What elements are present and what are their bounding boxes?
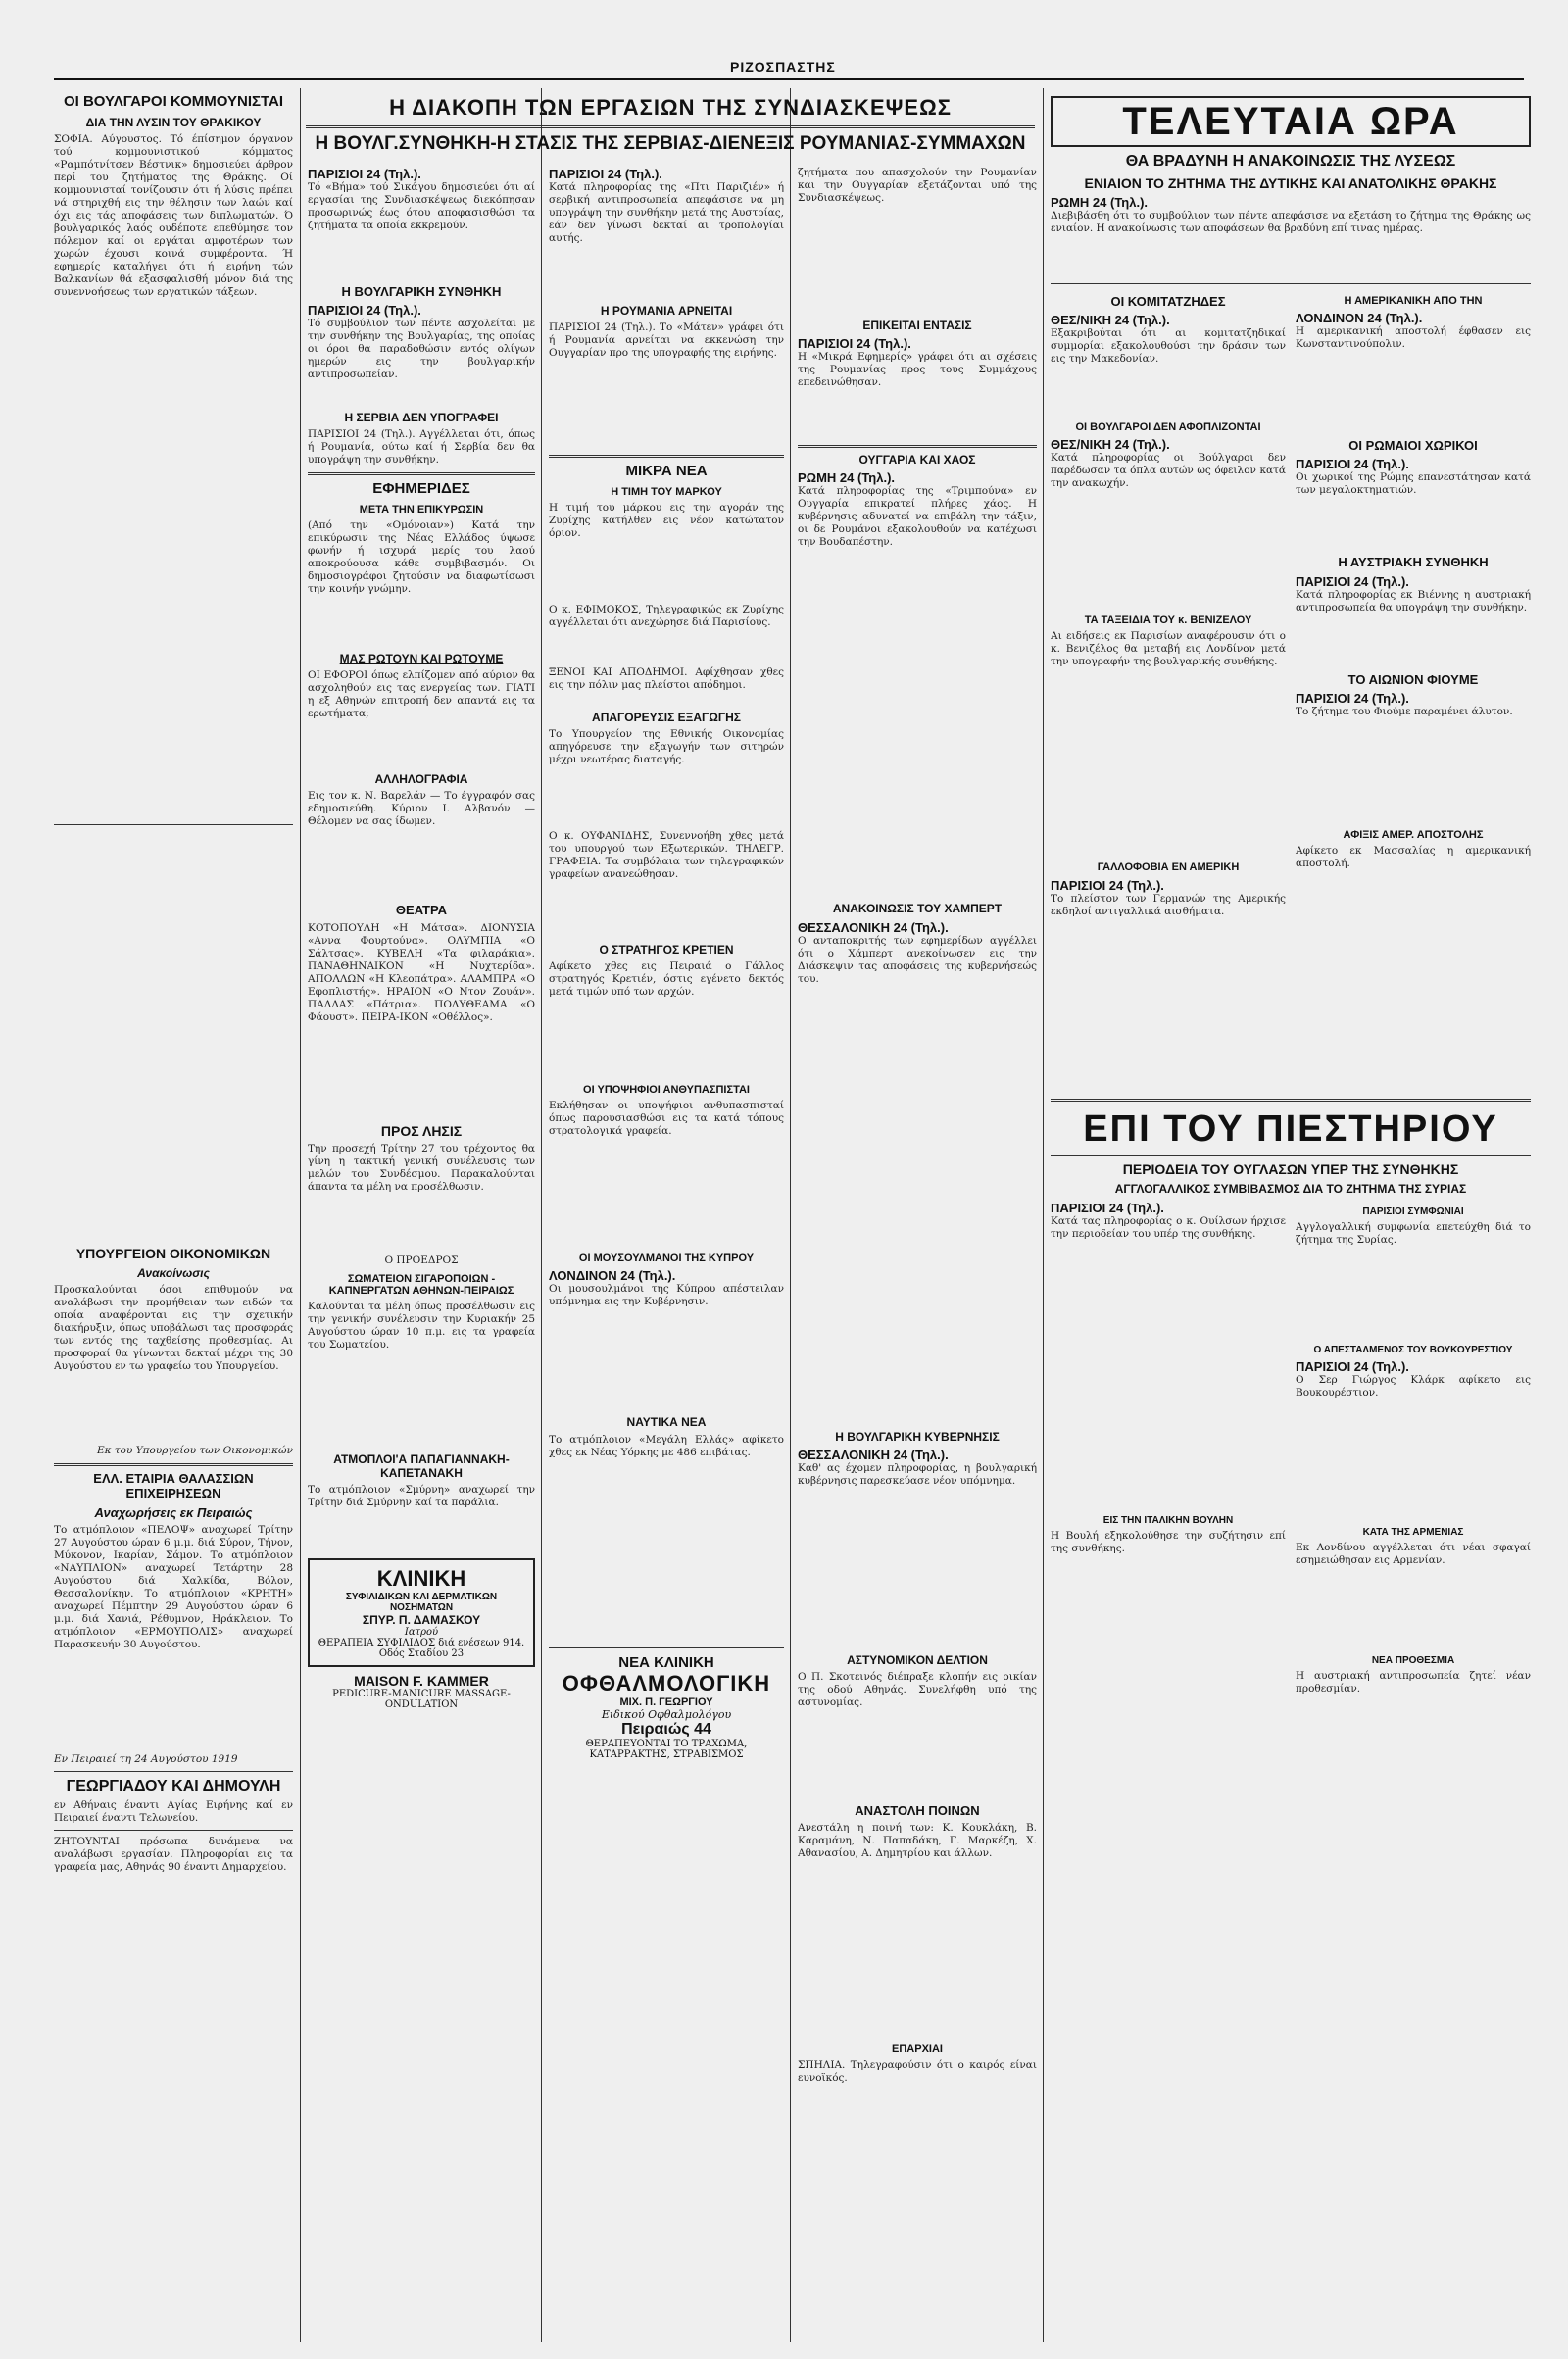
divider <box>54 1830 293 1831</box>
divider <box>1051 1099 1531 1102</box>
headline: ΑΠΑΓΟΡΕΥΣΙΣ ΕΞΑΓΩΓΗΣ <box>592 710 741 724</box>
headline: ΝΕΑ ΠΡΟΘΕΣΜΙΑ <box>1371 1654 1455 1666</box>
divider <box>54 1463 293 1466</box>
late-news-columns <box>1051 289 1531 1093</box>
advertisement <box>308 1558 535 1667</box>
article-text: Η «Μικρά Εφημερίς» γράφει ότι αι σχέσεις της Ρουμανίας προς τους Συμμάχους επεδεινώθησαν. <box>798 351 1037 389</box>
divider <box>308 472 535 475</box>
article-text: Τό «Βήμα» τού Σικάγου δημοσιεύει ότι αί εργασίαι της Συνδιασκέψεως διεκόπησαν προσωρινώς έως ότου αποφασισθώσι τα ζητήματα τα οποία εκκρεμούν. <box>308 181 535 231</box>
headline: ΤΑ ΤΑΞΕΙΔΙΑ ΤΟΥ κ. ΒΕΝΙΖΕΛΟΥ <box>1084 614 1252 627</box>
article-text: Το ατμόπλοιον «Μεγάλη Ελλάς» αφίκετο χθες εκ Νέας Υόρκης με 486 επιβάτας. <box>549 1433 784 1458</box>
subheadline: Η ΤΙΜΗ ΤΟΥ ΜΑΡΚΟΥ <box>611 485 722 498</box>
article-text: Το ατμόπλοιον «ΠΕΛΟΨ» αναχωρεί Τρίτην 27 Αυγούστου ώραν 6 μ.μ. διά Σύρον, Τήνον, Μύκονον, Ικαρίαν, Σάμον. Το ατμόπλοιον «ΝΑΥΠΛΙΟΝ» αναχωρεί Τετάρτην 28 Αυγούστου διά Χαλκίδα, Βόλον, Θεσσαλονίκην. Το ατμόπλοιον «ΚΡΗΤΗ» αναχωρεί Πέμπτην 29 Αυγούστου ώραν 6 μ.μ. διά Χανιά, Ρέθυμνον, Ηράκλειον. Το ατμόπλοιον «ΕΡΜΟΥΠΟΛΙΣ» αναχωρεί Παρασκευήν 30 Αυγούστου. <box>54 1524 293 1651</box>
headline: ΟΙ ΒΟΥΛΓΑΡΟΙ ΚΟΜΜΟΥΝΙΣΤΑΙ <box>63 93 284 110</box>
headline: Η ΒΟΥΛΓΑΡΙΚΗ ΣΥΝΘΗΚΗ <box>341 284 502 299</box>
dateline: ΠΑΡΙΣΙΟΙ 24 (Τηλ.). <box>798 336 911 352</box>
masthead <box>54 61 1524 80</box>
headline: ΟΙ ΡΩΜΑΙΟΙ ΧΩΡΙΚΟΙ <box>1348 438 1478 454</box>
headline: Η ΡΟΥΜΑΝΙΑ ΑΡΝΕΙΤΑΙ <box>600 304 733 318</box>
article-text: Ο κ. ΟΥΦΑΝΙΔΗΣ, Συνεννοήθη χθες μετά του υπουργού των Εξωτερικών. ΤΗΛΕΓΡ. ΓΡΑΦΕΙΑ. Τα συμβόλαια των τηλεγραφικών γραφείων ανανεώθησαν. <box>549 829 784 880</box>
subcolumn-right <box>1296 1201 1531 1926</box>
subheadline: ΜΕΤΑ ΤΗΝ ΕΠΙΚΥΡΩΣΙΝ <box>359 503 484 516</box>
headline: ΟΙ ΥΠΟΨΗΦΙΟΙ ΑΝΘΥΠΑΣΠΙΣΤΑΙ <box>583 1084 750 1097</box>
article-text: Εξακριβούται ότι αι κομιτατζηδικαί συμμορίαι εξακολουθούσι την δράσιν των εις την Μακεδονίαν. <box>1051 327 1286 366</box>
article-text: Το ατμόπλοιον «Σμύρνη» αναχωρεί την Τρίτην διά Σμύρνην καί τα παράλια. <box>308 1483 535 1508</box>
subheadline: Ανακοίνωσις <box>137 1266 210 1281</box>
column-3 <box>549 167 784 1760</box>
subheadline: ΑΓΓΛΟΓΑΛΛΙΚΟΣ ΣΥΜΒΙΒΑΣΜΟΣ ΔΙΑ ΤΟ ΖΗΤΗΜΑ ΤΗΣ ΣΥΡΙΑΣ <box>1114 1182 1467 1197</box>
headline: ΤΟ ΑΙΩΝΙΟΝ ΦΙΟΥΜΕ <box>1348 671 1479 687</box>
article-text: ζητήματα που απασχολούν την Ρουμανίαν και την Ουγγαρίαν εξετάζονται υπό της Συνδιασκέψεως. <box>798 167 1037 204</box>
ad-title: ΝΕΑ ΚΛΙΝΙΚΗ <box>618 1653 714 1671</box>
subheadline: ΠΕΡΙΟΔΕΙΑ ΤΟΥ ΟΥΓΛΑΣΩΝ ΥΠΕΡ ΤΗΣ ΣΥΝΘΗΚΗΣ <box>1122 1160 1459 1177</box>
paper-name: ΡΙΖΟΣΠΑΣΤΗΣ <box>720 59 846 74</box>
front-banner <box>306 90 1035 159</box>
ad-role: Ειδικού Οφθαλμολόγου <box>601 1707 732 1721</box>
dateline: ΠΑΡΙΣΙΟΙ 24 (Τηλ.). <box>549 167 662 181</box>
article-text: Κατά πληροφορίας της «Τριμπούνα» εν Ουγγαρία επικρατεί πλήρες χάος. Η κυβέρνησις αδυνατεί να επιβάλη την τάξιν, οι δε Ρουμάνοι εξακολουθούν να κατέχωσι την Βουδαπέστην. <box>798 485 1037 549</box>
dateline: ΠΑΡΙΣΙΟΙ 24 (Τηλ.). <box>308 167 421 181</box>
dateline: ΘΕΣΣΑΛΟΝΙΚΗ 24 (Τηλ.). <box>798 1447 949 1462</box>
divider <box>1051 283 1531 284</box>
article-text: Το ζήτημα του Φιούμε παραμένει άλυτον. <box>1296 705 1513 717</box>
dateline: ΠΑΡΙΣΙΟΙ 24 (Τηλ.). <box>1296 457 1409 472</box>
dateline: ΠΑΡΙΣΙΟΙ 24 (Τηλ.). <box>1296 690 1409 706</box>
article-text: Αγγλογαλλική συμφωνία επετεύχθη διά το ζήτημα της Συρίας. <box>1296 1220 1531 1246</box>
headline: ΕΙΣ ΤΗΝ ΙΤΑΛΙΚΗΝ ΒΟΥΛΗΝ <box>1102 1514 1234 1526</box>
signature: Ο ΠΡΟΕΔΡΟΣ <box>384 1254 459 1267</box>
column-rule <box>541 88 542 2342</box>
dateline: ΠΑΡΙΣΙΟΙ 24 (Τηλ.). <box>1051 1200 1164 1215</box>
column-1 <box>54 88 293 1878</box>
column-rule <box>300 88 301 2342</box>
dateline: ΡΩΜΗ 24 (Τηλ.). <box>1051 194 1149 210</box>
article-text: ΚΟΤΟΠΟΥΛΗ «Η Μάτσα». ΔΙΟΝΥΣΙΑ «Αννα Φουρτούνα». ΟΛΥΜΠΙΑ «Ο Σάλτσας». ΚΥΒΕΛΗ «Τα φιλαράκια». ΠΑΝΑΘΗΝΑΙΚΟΝ «Η Νυχτερίδα». ΑΠΟΛΛΩΝ «Η Κλεοπάτρα». ΑΛΑΜΠΡΑ «Ο Εφοπλιστής». ΗΡΑΙΟΝ «Ο Ντον Ζουάν». ΠΑΛΛΑΣ «Πάτρια». ΠΟΛΥΘΕΑΜΑ «Ο Φάουστ». ΠΕΙΡΑ-ΙΚΟΝ «Οθέλλος». <box>308 921 535 1023</box>
headline: ΥΠΟΥΡΓΕΙΟΝ ΟΙΚΟΝΟΜΙΚΩΝ <box>75 1245 271 1261</box>
divider <box>549 455 784 458</box>
divider <box>1051 1155 1531 1156</box>
signature: Εν Πειραιεί τη 24 Αυγούστου 1919 <box>54 1753 238 1766</box>
divider <box>306 125 1035 128</box>
divider <box>549 1646 784 1648</box>
article-text: Αι ειδήσεις εκ Παρισίων αναφέρουσιν ότι ο κ. Βενιζέλος θα μεταβή εις Λονδίνον μετά την υπογραφήν της βουλγαρικής συνθήκης. <box>1051 630 1286 668</box>
article-text: Καλούνται τα μέλη όπως προσέλθωσιν εις την γενικήν συνέλευσιν την Κυριακήν 25 Αυγούστου ώραν 10 π.μ. εις τα γραφεία του Σωματείου. <box>308 1301 535 1352</box>
divider <box>54 824 293 825</box>
headline: ΚΑΤΑ ΤΗΣ ΑΡΜΕΝΙΑΣ <box>1362 1526 1464 1538</box>
article-text: Εκ Λονδίνου αγγέλλεται ότι νέαι σφαγαί εσημειώθησαν εις Αρμενίαν. <box>1296 1541 1531 1566</box>
article-text: Εκλήθησαν οι υποψήφιοι ανθυπασπισταί όπως παρουσιασθώσι εις τα κατά τόπους στρατολογικά γραφεία. <box>549 1100 784 1138</box>
article-text: Οι μουσουλμάνοι της Κύπρου απέστειλαν υπόμνημα εις την Κυβέρνησιν. <box>549 1283 784 1308</box>
banner-subtitle: Η ΒΟΥΛΓ.ΣΥΝΘΗΚΗ-Η ΣΤΑΣΙΣ ΤΗΣ ΣΕΡΒΙΑΣ-ΔΙΕΝΕΞΙΣ ΡΟΥΜΑΝΙΑΣ-ΣΥΜΜΑΧΩΝ <box>315 133 1026 155</box>
headline: ΕΛΛ. ΕΤΑΙΡΙΑ ΘΑΛΑΣΣΙΩΝ ΕΠΙΧΕΙΡΗΣΕΩΝ <box>93 1471 254 1500</box>
column-4 <box>798 167 1037 2089</box>
article-text: Ανεστάλη η ποινή των: Κ. Κουκλάκη, Β. Καραμάνη, Ν. Παπαδάκη, Γ. Μαρκέζη, Χ. Αθανασίου, Α. Δημητρίου και άλλων. <box>798 1822 1037 1860</box>
headline: ΑΤΜΟΠΛΟΙ'Α ΠΑΠΑΓΙΑΝΝΑΚΗ-ΚΑΠΕΤΑΝΑΚΗ <box>333 1452 510 1480</box>
headline: ΕΦΗΜΕΡΙΔΕΣ <box>372 480 470 498</box>
subheadline: Αναχωρήσεις εκ Πειραιώς <box>94 1504 253 1520</box>
article-text: ΖΗΤΟΥΝΤΑΙ πρόσωπα δυνάμενα να αναλάβωσι εργασίαν. Πληροφορίαι εις τα γραφεία μας, Αθηνάς 90 έναντι Δημαρχείου. <box>54 1835 293 1873</box>
column-rule <box>790 88 791 2342</box>
article-text: ΣΠΗΛΙΑ. Τηλεγραφούσιν ότι ο καιρός είναι ευνοϊκός. <box>798 2059 1037 2085</box>
headline: ΜΑΣ ΡΩΤΟΥΝ ΚΑΙ ΡΩΤΟΥΜΕ <box>339 652 504 666</box>
banner-title: Η ΔΙΑΚΟΠΗ ΤΩΝ ΕΡΓΑΣΙΩΝ ΤΗΣ ΣΥΝΔΙΑΣΚΕΨΕΩΣ <box>389 95 952 120</box>
dateline: ΠΑΡΙΣΙΟΙ 24 (Τηλ.). <box>1296 573 1409 589</box>
subheadline: ΔΙΑ ΤΗΝ ΛΥΣΙΝ ΤΟΥ ΘΡΑΚΙΚΟΥ <box>85 115 262 129</box>
headline: ΑΝΑΣΤΟΛΗ ΠΟΙΝΩΝ <box>855 1802 980 1818</box>
headline: ΣΩΜΑΤΕΙΟΝ ΣΙΓΑΡΟΠΟΙΩΝ - ΚΑΠΝΕΡΓΑΤΩΝ ΑΘΗΝΩΝ-ΠΕΙΡΑΙΩΣ <box>328 1273 514 1298</box>
ad-title: ΚΛΙΝΙΚΗ <box>376 1565 466 1591</box>
dateline: ΠΑΡΙΣΙΟΙ 24 (Τηλ.). <box>1051 877 1164 893</box>
article-text: Το πλείστον των Γερμανών της Αμερικής εκδηλοί αντιγαλλικά αισθήματα. <box>1051 892 1286 917</box>
ad-subtitle: ΣΥΦΙΛΙΔΙΚΩΝ ΚΑΙ ΔΕΡΜΑΤΙΚΩΝ ΝΟΣΗΜΑΤΩΝ <box>345 1591 498 1613</box>
dateline: ΘΕΣ/ΝΙΚΗ 24 (Τηλ.). <box>1051 313 1170 328</box>
article-text: Η αυστριακή αντιπροσωπεία ζητεί νέαν προθεσμίαν. <box>1296 1669 1531 1695</box>
signature: Εκ του Υπουργείου των Οικονομικών <box>96 1445 293 1457</box>
advertisement <box>308 1673 535 1710</box>
headline: ΘΕΑΤΡΑ <box>395 903 448 918</box>
headline: ΑΦΙΞΙΣ ΑΜΕΡ. ΑΠΟΣΤΟΛΗΣ <box>1343 828 1484 841</box>
article-text: Ο Π. Σκοτεινός διέπραξε κλοπήν εις οικίαν της οδού Αθηνάς. Συνελήφθη υπό της αστυνομίας. <box>798 1670 1037 1708</box>
banner-title: ΤΕΛΕΥΤΑΙΑ ΩΡΑ <box>1122 100 1459 143</box>
ad-title-main: ΟΦΘΑΛΜΟΛΟΓΙΚΗ <box>562 1670 771 1696</box>
headline: ΜΙΚΡΑ ΝΕΑ <box>625 463 708 480</box>
column-rule <box>1043 88 1044 2342</box>
ad-text: ΘΕΡΑΠΕΥΟΝΤΑΙ ΤΟ ΤΡΑΧΩΜΑ, ΚΑΤΑΡΡΑΚΤΗΣ, ΣΤΡΑΒΙΣΜΟΣ <box>585 1738 748 1760</box>
article-text: Προσκαλούνται όσοι επιθυμούν να αναλάβωσι την προμήθειαν των ειδών τα οποία αναφέρονται εις την σχετικήν διακήρυξιν, όπως υποβάλωσι τας προσφοράς των εντός της ταχθείσης προθεσμίας. Αι προσφοραί θα γίνωνται δεκταί μέχρι της 30 Αυγούστου εν τω γραφείω του Υπουργείου. <box>54 1284 293 1373</box>
headline: ΓΕΩΡΓΙΑΔΟΥ ΚΑΙ ΔΗΜΟΥΛΗ <box>66 1778 281 1795</box>
article-text: Οι χωρικοί της Ρώμης επανεστάτησαν κατά των μεγαλοκτηματιών. <box>1296 471 1531 497</box>
article-text: Τό συμβούλιον των πέντε ασχολείται με την συνθήκην της Βουλγαρίας, της οποίας οι όροι θα παραδοθώσιν εντός ολίγων ημερών εις την βουλγαρικήν αντιπροσωπείαν. <box>308 318 535 381</box>
press-columns <box>1051 1201 1531 1926</box>
article-text: Εις τον κ. Ν. Βαρελάν — Το έγγραφόν σας εδημοσιεύθη. Κύριον Ι. Αλβανόν — Θέλομεν να σας ίδωμεν. <box>308 790 535 828</box>
divider <box>54 1771 293 1772</box>
advertisement <box>549 1654 784 1760</box>
article-text: ΟΙ ΕΦΟΡΟΙ όπως ελπίζομεν από αύριον θα ασχοληθούν εις τας ενεργείας των. ΓΙΑΤΙ η εξ Αθηνών επιτροπή δεν απαντά εις τα ερωτήματα; <box>308 669 535 720</box>
subheadline: ΘΑ ΒΡΑΔΥΝΗ Η ΑΝΑΚΟΙΝΩΣΙΣ ΤΗΣ ΛΥΣΕΩΣ <box>1125 153 1456 170</box>
subcolumn-right <box>1296 289 1531 1093</box>
ad-subtitle: PEDICURE-MANICURE MASSAGE-ONDULATION <box>332 1688 511 1710</box>
article-text: Αφίκετο χθες εις Πειραιά ο Γάλλος στρατηγός Κρετιέν, όστις εγένετο δεκτός μετά τιμών υπό των αρχών. <box>549 960 784 999</box>
article-text: Κατά τας πληροφορίας ο κ. Ουίλσων ήρχισε την περιοδείαν του υπέρ της συνθήκης. <box>1051 1214 1286 1240</box>
article-text: Ο ανταποκριτής των εφημερίδων αγγέλλει ότι ο Χάμπερτ ανεκοίνωσεν εις την Διάσκεψιν τας αποφάσεις της κυβερνήσεώς του. <box>798 934 1037 985</box>
headline: ΠΡΟΣ ΛΗΣΙΣ <box>380 1122 463 1139</box>
ad-name: ΣΠΥΡ. Π. ΔΑΜΑΣΚΟΥ <box>362 1612 481 1627</box>
article-text: Την προσεχή Τρίτην 27 του τρέχοντος θα γίνη η τακτική γενική συνέλευσις των μελών του Συνδέσμου. Παρακαλούνται άπαντα τα μέλη να προσέλθωσιν. <box>308 1143 535 1194</box>
headline: Ο ΑΠΕΣΤΑΛΜΕΝΟΣ ΤΟΥ ΒΟΥΚΟΥΡΕΣΤΙΟΥ <box>1313 1344 1513 1355</box>
column-5 <box>1051 90 1531 1926</box>
headline: Η ΑΥΣΤΡΙΑΚΗ ΣΥΝΘΗΚΗ <box>1338 555 1489 570</box>
dateline: ΡΩΜΗ 24 (Τηλ.). <box>798 470 896 486</box>
divider <box>798 445 1037 448</box>
headline: ΠΑΡΙΣΙΟΙ ΣΥΜΦΩΝΙΑΙ <box>1362 1205 1464 1217</box>
subcolumn-left <box>1051 1201 1286 1926</box>
headline: ΝΑΥΤΙΚΑ ΝΕΑ <box>626 1415 707 1430</box>
headline: Η ΣΕΡΒΙΑ ΔΕΝ ΥΠΟΓΡΑΦΕΙ <box>344 411 499 425</box>
ad-text: ΘΕΡΑΠΕΙΑ ΣΥΦΙΛΙΔΟΣ διά ενέσεων 914. Οδός Σταδίου 23 <box>318 1637 525 1659</box>
headline: ΕΠΑΡΧΙΑΙ <box>892 2043 943 2056</box>
article-text: Κατά πληροφορίας της «Πτι Παριζιέν» ή σερβική αντιπροσωπεία απεφάσισε να μη υπογράψη την συνθήκην μετά της Αυστρίας, εάν δεν γίνωσι δεκταί αι τροπολογίαι αυτής. <box>549 181 784 244</box>
headline: Ο ΣΤΡΑΤΗΓΟΣ ΚΡΕΤΙΕΝ <box>599 942 734 957</box>
article-text: εν Αθήναις έναντι Αγίας Ειρήνης καί εν Πειραιεί έναντι Τελωνείου. <box>54 1798 293 1824</box>
headline: ΕΠΙΚΕΙΤΑΙ ΕΝΤΑΣΙΣ <box>862 319 972 332</box>
headline: ΟΥΓΓΑΡΙΑ ΚΑΙ ΧΑΟΣ <box>858 453 976 467</box>
article-text: Η αμερικανική αποστολή έφθασεν εις Κωνσταντινούπολιν. <box>1296 325 1531 351</box>
article-text: Το Υπουργείον της Εθνικής Οικονομίας απηγόρευσε την εξαγωγήν των σιτηρών μέχρι νεωτέρας διαταγής. <box>549 727 784 765</box>
ad-name: ΜΙΧ. Π. ΓΕΩΡΓΙΟΥ <box>619 1696 713 1708</box>
dateline: ΘΕΣΣΑΛΟΝΙΚΗ 24 (Τηλ.). <box>798 919 949 935</box>
headline: ΟΙ ΒΟΥΛΓΑΡΟΙ ΔΕΝ ΑΦΟΠΛΙΖΟΝΤΑΙ <box>1075 421 1261 434</box>
headline: Η ΒΟΥΛΓΑΡΙΚΗ ΚΥΒΕΡΝΗΣΙΣ <box>835 1429 1000 1444</box>
article-text: Διεβιβάσθη ότι το συμβούλιον των πέντε απεφάσισε να εξετάση το ζήτημα της Θράκης ως ενιαίον. Η ανακοίνωσις των αποφάσεων θα βραδύνη επί τινας ημέρας. <box>1051 209 1531 234</box>
subcolumn-left <box>1051 289 1286 1093</box>
headline: ΓΑΛΛΟΦΟΒΙΑ ΕΝ ΑΜΕΡΙΚΗ <box>1097 861 1240 874</box>
subheadline: ΕΝΙΑΙΟΝ ΤΟ ΖΗΤΗΜΑ ΤΗΣ ΔΥΤΙΚΗΣ ΚΑΙ ΑΝΑΤΟΛΙΚΗΣ ΘΡΑΚΗΣ <box>1084 174 1497 191</box>
column-2 <box>308 167 535 1710</box>
dateline: ΠΑΡΙΣΙΟΙ 24 (Τηλ.). <box>308 303 421 319</box>
dateline: ΠΑΡΙΣΙΟΙ 24 (Τηλ.). <box>1296 1358 1409 1374</box>
article-text: Κατά πληροφορίας οι Βούλγαροι δεν παρέδωσαν τα όπλα αυτών ως όφειλον κατά την ανακωχήν. <box>1051 452 1286 490</box>
article-text: Ο κ. ΕΦΙΜΟΚΟΣ, Τηλεγραφικώς εκ Ζυρίχης αγγέλλεται ότι ανεχώρησε διά Παρισίους. <box>549 603 784 628</box>
headline: ΑΛΛΗΛΟΓΡΑΦΙΑ <box>374 772 468 787</box>
article-text: ΣΟΦΙΑ. Αύγουστος. Τό έπίσημον όργανον τού κομμουνιστικού κόμματος «Ραμπότνίτσεν Βέστνικ» δημοσιεύει άρθρον περί του ζητήματος της Θράκης. Οί κομμουνισταί τονίζουσιν ότι ή λύσις πρέπει νά στηριχθή εις την θέλησιν των λαών καί όχι εις τάς αποφάσεις των διπλωματών. Ό βουλγαρικός λαός ουδέποτε επεθύμησε τον πόλεμον καί οι εργάται αμφοτέρων των χωρών έχουσι κοινά συμφέροντα. Ή εφημερίς καταλήγει ότι ή ειρήνη τών Βαλκανίων θά εξασφαλισθή μόνον διά της συνεννοήσεως των εργατικών τάξεων. <box>54 132 293 298</box>
headline: ΑΝΑΚΟΙΝΩΣΙΣ ΤΟΥ ΧΑΜΠΕΡΤ <box>832 902 1003 916</box>
ad-address: Πειραιώς 44 <box>621 1720 711 1738</box>
ad-role: Ιατρού <box>404 1626 439 1638</box>
article-text: Η Βουλή εξηκολούθησε την συζήτησιν επί της συνθήκης. <box>1051 1529 1286 1554</box>
article-text: Η τιμή του μάρκου εις την αγοράν της Ζυρίχης κατήλθεν εις νέον κατώτατον όριον. <box>549 501 784 539</box>
headline: ΟΙ ΜΟΥΣΟΥΛΜΑΝΟΙ ΤΗΣ ΚΥΠΡΟΥ <box>578 1253 755 1265</box>
late-news-banner <box>1051 96 1531 147</box>
article-text: ΠΑΡΙΣΙΟΙ 24 (Τηλ.). Το «Μάτεν» γράφει ότι ή Ρουμανία αρνείται να εκκενώση την Ουγγαρίαν προ της υπογραφής της ειρήνης. <box>549 321 784 360</box>
article-text: Κατά πληροφορίας εκ Βιέννης η αυστριακή αντιπροσωπεία θα υπογράψη την συνθήκην. <box>1296 588 1531 614</box>
article-text: ΠΑΡΙΣΙΟΙ 24 (Τηλ.). Αγγέλλεται ότι, όπως ή Ρουμανία, ούτω καί ή Σερβία δεν θα υπογράψη την συνθήκην. <box>308 428 535 467</box>
banner-title: ΕΠΙ ΤΟΥ ΠΙΕΣΤΗΡΙΟΥ <box>1083 1107 1498 1150</box>
article-text: (Από την «Ομόνοιαν») Κατά την επικύρωσιν της Νέας Ελλάδος ύψωσε φωνήν ή ισχυρά μερίς του λαού αποκρούουσα κάθε συμβιβασμόν. Οι δημοσιογράφοι ζητούσιν να διαφωτίσωσι την κοινήν γνώμην. <box>308 519 535 596</box>
article-text: Καθ' ας έχομεν πληροφορίας, η βουλγαρική κυβέρνησις παρεσκεύασε νέον υπόμνημα. <box>798 1461 1037 1487</box>
article-text: Αφίκετο εκ Μασσαλίας η αμερικανική αποστολή. <box>1296 845 1531 870</box>
dateline: ΘΕΣ/ΝΙΚΗ 24 (Τηλ.). <box>1051 437 1170 453</box>
headline: ΑΣΤΥΝΟΜΙΚΟΝ ΔΕΛΤΙΟΝ <box>847 1652 988 1667</box>
headline: Η ΑΜΕΡΙΚΑΝΙΚΗ ΑΠΟ ΤΗΝ <box>1344 294 1483 307</box>
article-text: ΞΕΝΟΙ ΚΑΙ ΑΠΟΔΗΜΟΙ. Αφίχθησαν χθες εις την πόλιν μας πλείστοι απόδημοι. <box>549 665 784 691</box>
headline: ΟΙ ΚΟΜΙΤΑΤΖΗΔΕΣ <box>1110 293 1226 309</box>
dateline: ΛΟΝΔΙΝΟΝ 24 (Τηλ.). <box>549 1268 676 1284</box>
article-text: Ο Σερ Γιώργος Κλάρκ αφίκετο εις Βουκουρέστιον. <box>1296 1373 1531 1399</box>
ad-title: MAISON F. KAMMER <box>354 1672 489 1689</box>
dateline: ΛΟΝΔΙΝΟΝ 24 (Τηλ.). <box>1296 311 1423 326</box>
